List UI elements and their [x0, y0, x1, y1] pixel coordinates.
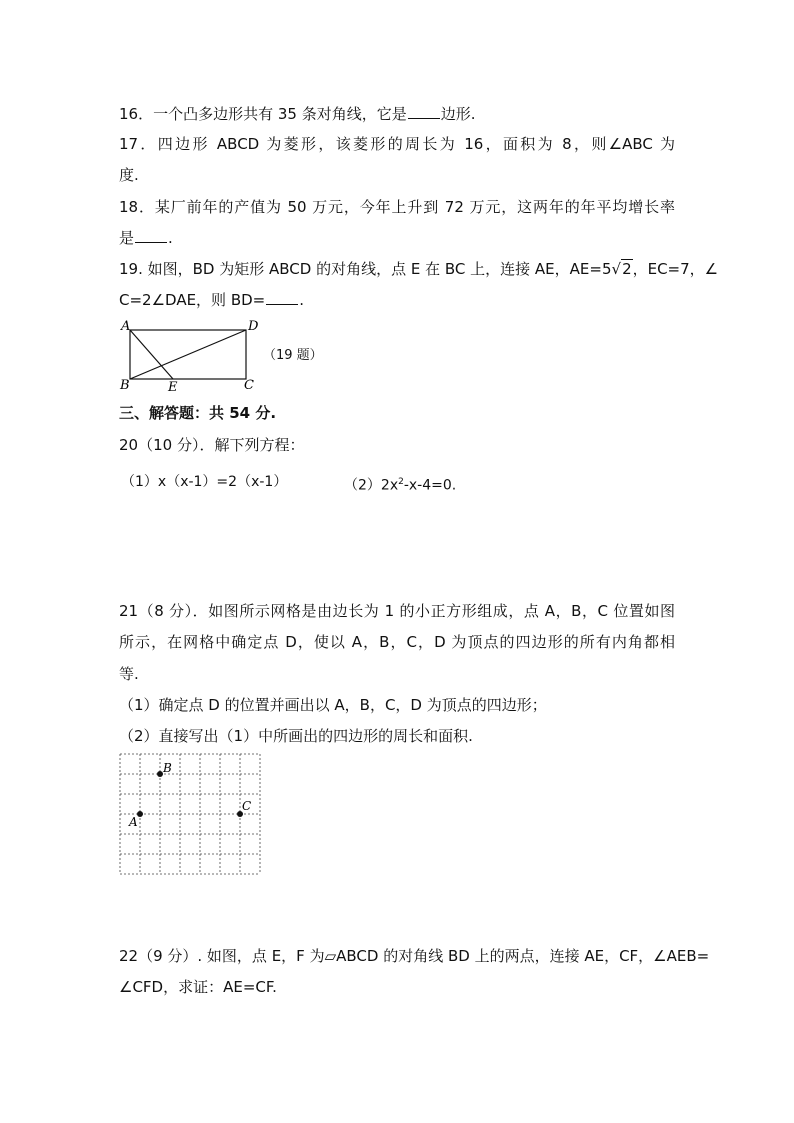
label-c: C	[242, 799, 252, 813]
q20-part2-b: -x-4=0.	[403, 477, 457, 494]
sqrt-symbol: √2	[611, 260, 632, 278]
q21-part2: （2）直接写出（1）中所画出的四边形的周长和面积.	[119, 727, 473, 745]
label-e: E	[168, 380, 178, 395]
q20-exponent: 2	[398, 477, 404, 487]
section-title: 三、解答题：共 54 分.	[119, 404, 277, 422]
label-a: A	[121, 319, 131, 334]
q20-part2-a: （2）2x	[344, 477, 399, 494]
q19-text-a: 19. 如图，BD 为矩形 ABCD 的对角线，点 E 在 BC 上，连接 AE，AE=5	[119, 260, 612, 278]
label-a: A	[129, 815, 138, 829]
q18-line2	[119, 228, 675, 248]
answer-blank	[135, 228, 167, 243]
q19-text-b: ，EC=7，∠	[632, 260, 719, 278]
q17-line2: 度.	[119, 166, 139, 184]
grid-figure-21	[115, 750, 265, 878]
answer-blank	[408, 104, 440, 119]
q21-line3: 等.	[119, 665, 139, 683]
point-a	[137, 811, 143, 817]
q20-title: 20（10 分）．解下列方程：	[119, 436, 305, 454]
q19-prefix: C=2∠DAE，则 BD=	[119, 291, 266, 309]
q19-suffix: .	[299, 291, 305, 309]
q21-line2: 所示，在网格中确定点 D，使以 A，B，C，D 为顶点的四边形的所有内角都相	[119, 633, 675, 651]
segment-ae	[130, 330, 173, 379]
q20-part1: （1）x（x-1）=2（x-1）	[121, 474, 288, 490]
q19-radicand: 2	[622, 260, 632, 278]
q18-line1: 18．某厂前年的产值为 50 万元，今年上升到 72 万元，这两年的年平均增长率	[119, 198, 675, 216]
q16-text: 16．一个凸多边形共有 35 条对角线，它是	[119, 105, 407, 123]
label-b: B	[163, 761, 172, 775]
q19-line1	[119, 259, 719, 279]
diagonal-bd	[130, 330, 246, 379]
q20-part2	[344, 472, 544, 496]
figure-19-rectangle	[115, 316, 265, 396]
q22-line2: ∠CFD，求证：AE=CF.	[119, 978, 277, 996]
q21-line1: 21（8 分）．如图所示网格是由边长为 1 的小正方形组成，点 A，B，C 位置如图	[119, 602, 675, 620]
q22-line1: 22（9 分）. 如图，点 E，F 为▱ABCD 的对角线 BD 上的两点，连接 AE，CF，∠AEB=	[119, 947, 710, 965]
label-b: B	[120, 378, 130, 393]
label-c: C	[244, 378, 254, 393]
q16-line	[119, 104, 675, 124]
figure-19-caption: （19 题）	[263, 348, 323, 363]
q17-line1: 17．四边形 ABCD 为菱形，该菱形的周长为 16，面积为 8，则∠ABC 为	[119, 135, 675, 153]
label-d: D	[248, 319, 259, 334]
q19-line2	[119, 290, 675, 310]
answer-blank	[266, 290, 298, 305]
q21-part1: （1）确定点 D 的位置并画出以 A，B，C，D 为顶点的四边形；	[119, 696, 547, 714]
q16-suffix: 边形.	[440, 105, 476, 123]
q18-prefix: 是	[119, 229, 135, 247]
q18-suffix: .	[168, 229, 173, 247]
